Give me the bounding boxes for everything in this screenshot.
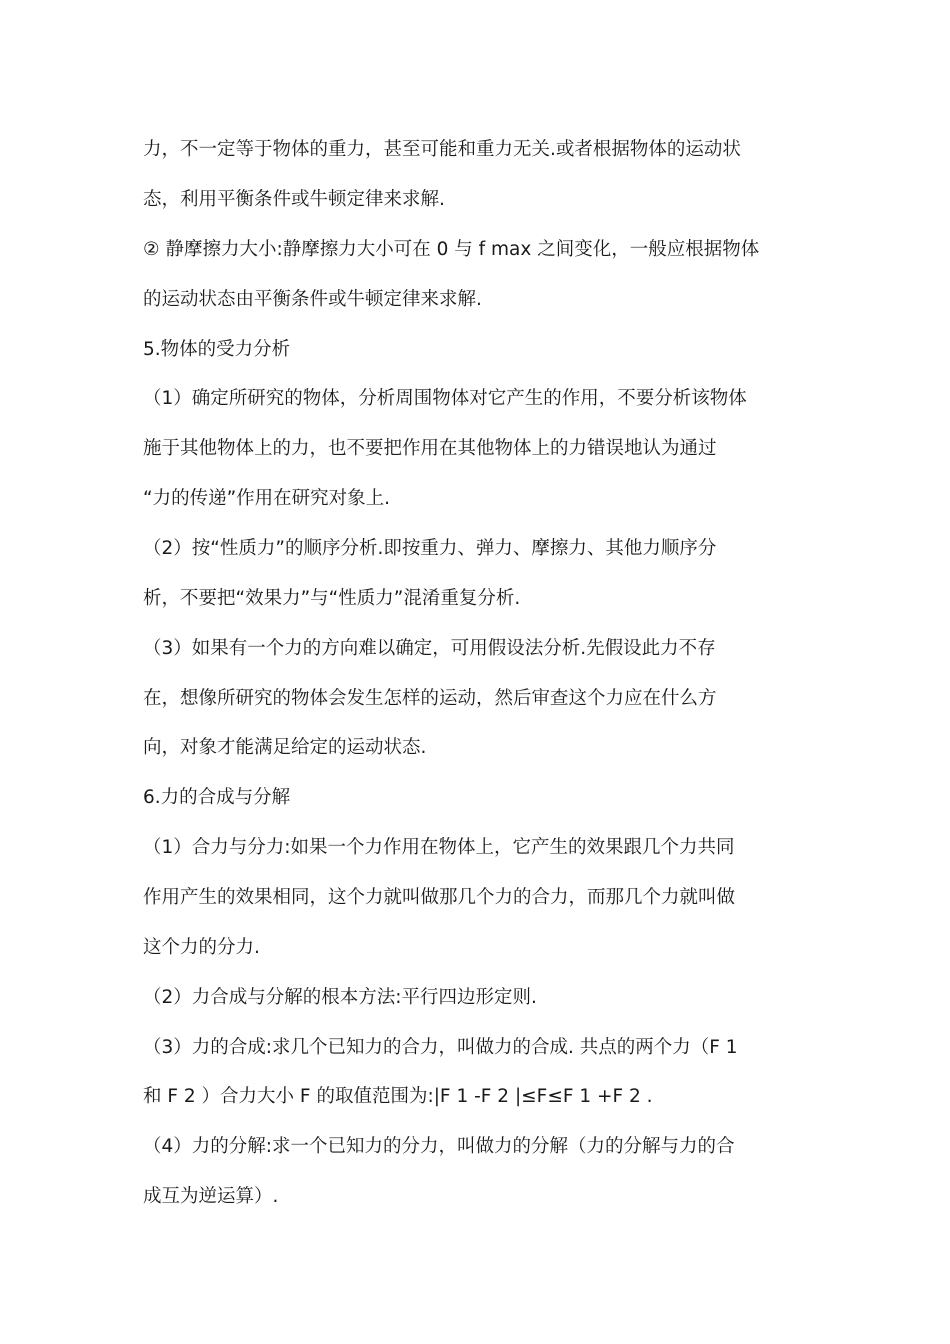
text-line: 向，对象才能满足给定的运动状态. xyxy=(143,737,427,758)
text-line: 在，想像所研究的物体会发生怎样的运动，然后审查这个力应在什么方 xyxy=(143,688,717,709)
text-line: 这个力的分力. xyxy=(143,937,260,958)
text-line: “力的传递”作用在研究对象上. xyxy=(143,488,391,509)
text-line: 施于其他物体上的力，也不要把作用在其他物体上的力错误地认为通过 xyxy=(143,438,717,459)
text-line: （2）力合成与分解的根本方法:平行四边形定则. xyxy=(143,987,537,1008)
text-line: （2）按“性质力”的顺序分析.即按重力、弹力、摩擦力、其他力顺序分 xyxy=(143,538,717,559)
section-heading: 6.力的合成与分解 xyxy=(143,787,291,808)
text-line: （4）力的分解:求一个已知力的分力，叫做力的分解（力的分解与力的合 xyxy=(143,1136,735,1157)
text-line: （3）力的合成:求几个已知力的合力，叫做力的合成. 共点的两个力（F 1 xyxy=(143,1037,738,1058)
text-line: （1）确定所研究的物体，分析周围物体对它产生的作用，不要分析该物体 xyxy=(143,388,747,409)
text-line: （3）如果有一个力的方向难以确定，可用假设法分析.先假设此力不存 xyxy=(143,638,716,659)
text-line: （1）合力与分力:如果一个力作用在物体上，它产生的效果跟几个力共同 xyxy=(143,837,735,858)
text-line: 析，不要把“效果力”与“性质力”混淆重复分析. xyxy=(143,588,521,609)
text-line: 作用产生的效果相同，这个力就叫做那几个力的合力，而那几个力就叫做 xyxy=(143,887,736,908)
text-line: ② 静摩擦力大小:静摩擦力大小可在 0 与 f max 之间变化，一般应根据物体 xyxy=(143,239,760,260)
text-line: 成互为逆运算）. xyxy=(143,1186,279,1207)
text-line: 力，不一定等于物体的重力，甚至可能和重力无关.或者根据物体的运动状 xyxy=(143,139,741,160)
text-line: 态，利用平衡条件或牛顿定律来求解. xyxy=(143,189,445,210)
section-heading: 5.物体的受力分析 xyxy=(143,339,291,360)
text-line: 的运动状态由平衡条件或牛顿定律来求解. xyxy=(143,289,482,310)
text-line: 和 F 2 ）合力大小 F 的取值范围为:|F 1 -F 2 |≤F≤F 1 +F 2 . xyxy=(143,1086,653,1107)
